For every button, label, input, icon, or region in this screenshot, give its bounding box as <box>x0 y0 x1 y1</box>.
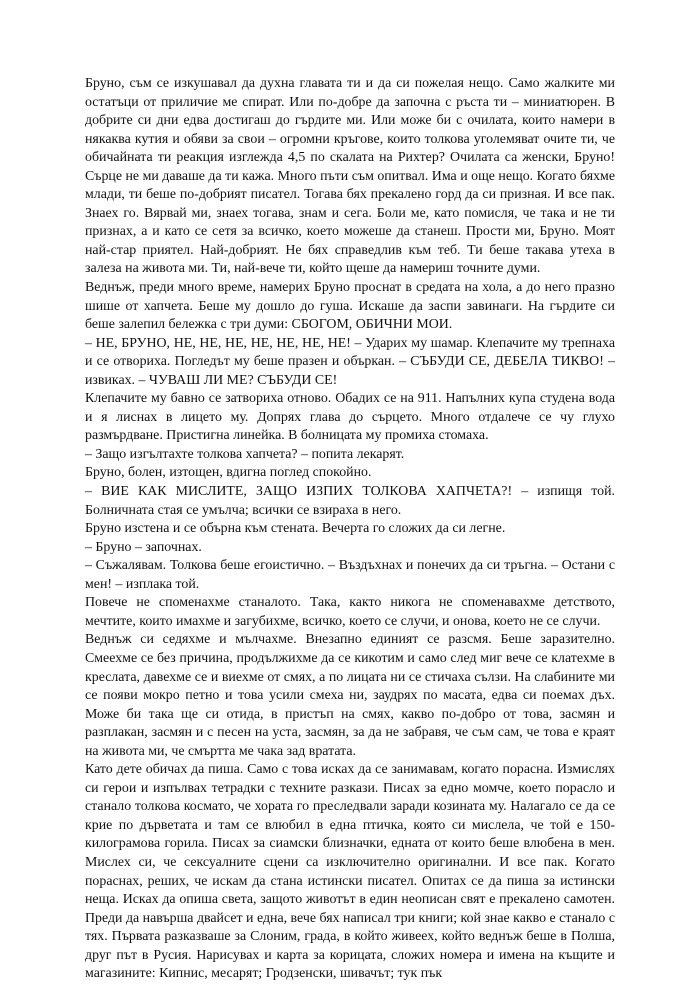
paragraph-7: – ВИЕ КАК МИСЛИТЕ, ЗАЩО ИЗПИХ ТОЛКОВА ХАПЧЕТА?! – изпищя той. Болничната стая се умълча; всички се взираха в него. <box>85 484 615 518</box>
paragraph-2: Веднъж, преди много време, намерих Бруно проснат в средата на хола, а до него празно шише от хапчета. Беше му дошло до гуша. Искаше да заспи завинаги. На гърдите си беше залепил бележка с три думи: СБОГОМ, ОБИЧНИ МОИ. <box>85 280 615 333</box>
paragraph-9: – Бруно – започнах. <box>85 539 202 555</box>
paragraph-6: Бруно, болен, изтощен, вдигна поглед спокойно. <box>85 465 372 481</box>
paragraph-5: – Защо изгълтахте толкова хапчета? – попита лекарят. <box>85 446 405 462</box>
paragraph-8: Бруно изстена и се обърна към стената. Вечерта го сложих да си легне. <box>85 521 506 537</box>
document-body <box>85 75 615 984</box>
paragraph-11: Повече не споменахме станалото. Така, както никога не споменавахме детството, мечтите, които имахме и загубихме, всичко, което се случи, и онова, което не се случи. <box>85 595 615 629</box>
paragraph-4: Клепачите му бавно се затвориха отново. Обадих се на 911. Напълних купа студена вода и я лиснах в лицето му. Допрях глава до сърцето. Много отдалече се чу глухо размърдване. Пристигна линейка. В болницата му промиха стомаха. <box>85 391 615 444</box>
paragraph-1: Бруно, съм се изкушавал да духна главата ти и да си пожелая нещо. Само жалките ми остатъци от приличие ме спират. Или по-добре да започна с ръста ти – миниатюрен. В добрите си дни едва достигаш до гърдите ми. Или може би с очилата, които намери в някаква кутия и обяви за свои – огромни кръгове, които толкова уголемяват очите ти, че обичайната ти реакция изглежда 4,5 по скалата на Рихтер? Очилата са женски, Бруно! Сърце не ми даваше да ти кажа. Много пъти съм опитвал. Има и още нещо. Когато бяхме млади, ти беше по-добрият писател. Тогава бях прекалено горд да си призная. И все пак. Знаех го. Вярвай ми, знаех тогава, знам и сега. Боли ме, като помисля, че така и не ти признах, а и като се сетя за всичко, което можеше да станеш. Прости ми, Бруно. Моят най-стар приятел. Най-добрият. Не бях справедлив към теб. Ти беше такава утеха в залеза на живота ми. Ти, най-вече ти, който щеше да намериш точните думи. <box>85 76 615 277</box>
paragraph-10: – Съжалявам. Толкова беше егоистично. – Въздъхнах и понечих да си тръгна. – Остани с мен! – изплака той. <box>85 558 615 592</box>
paragraph-12: Веднъж си седяхме и мълчахме. Внезапно единият се разсмя. Беше заразително. Смеехме се без причина, продължихме да се кикотим и само след миг вече се клатехме в креслата, давехме се и виехме от смях, а по лицата ни се стичаха сълзи. На слабините ми се появи мокро петно и това усили смеха ни, заудрях по масата, едва си поемах дъх. Може би така ще си отида, в пристъп на смях, какво по-добро от това, засмян и разплакан, засмян и с песен на уста, засмян, за да не забравя, че съм сам, че това е краят на живота ми, че смъртта ме чака зад вратата. <box>85 632 615 759</box>
paragraph-13: Като дете обичах да пиша. Само с това исках да се занимавам, когато порасна. Измислях си герои и изпълвах тетрадки с техните разкази. Писах за едно момче, което порасло и станало толкова космато, че хората го преследвали заради козината му. Налагало се да се крие по дърветата и там се влюбил в една птичка, която си мислела, че той е 150-килограмова горила. Писах за сиамски близначки, едната от които беше влюбена в мен. Мислех си, че сексуалните сцени са изключително оригинални. И все пак. Когато пораснах, реших, че искам да стана истински писател. Опитах се да пиша за истински неща. Исках да опиша света, защото животът в един неописан свят е прекалено самотен. Преди да навърша двайсет и една, вече бях написал три книги; кой знае какво е станало с тях. Първата разказваше за Слоним, града, в който живеех, който веднъж беше в Полша, друг път в Русия. Нарисувах и карта за корицата, сложих номера и имена на къщите и магазините: Кипнис, месарят; Гродзенски, шивачът; тук пък <box>85 762 615 982</box>
paragraph-3: – НЕ, БРУНО, НЕ, НЕ, НЕ, НЕ, НЕ, НЕ, НЕ! – Ударих му шамар. Клепачите му трепнаха и се отвориха. Погледът му беше празен и объркан. – СЪБУДИ СЕ, ДЕБЕЛА ТИКВО! – извиках. – ЧУВАШ ЛИ МЕ? СЪБУДИ СЕ! <box>85 335 615 388</box>
